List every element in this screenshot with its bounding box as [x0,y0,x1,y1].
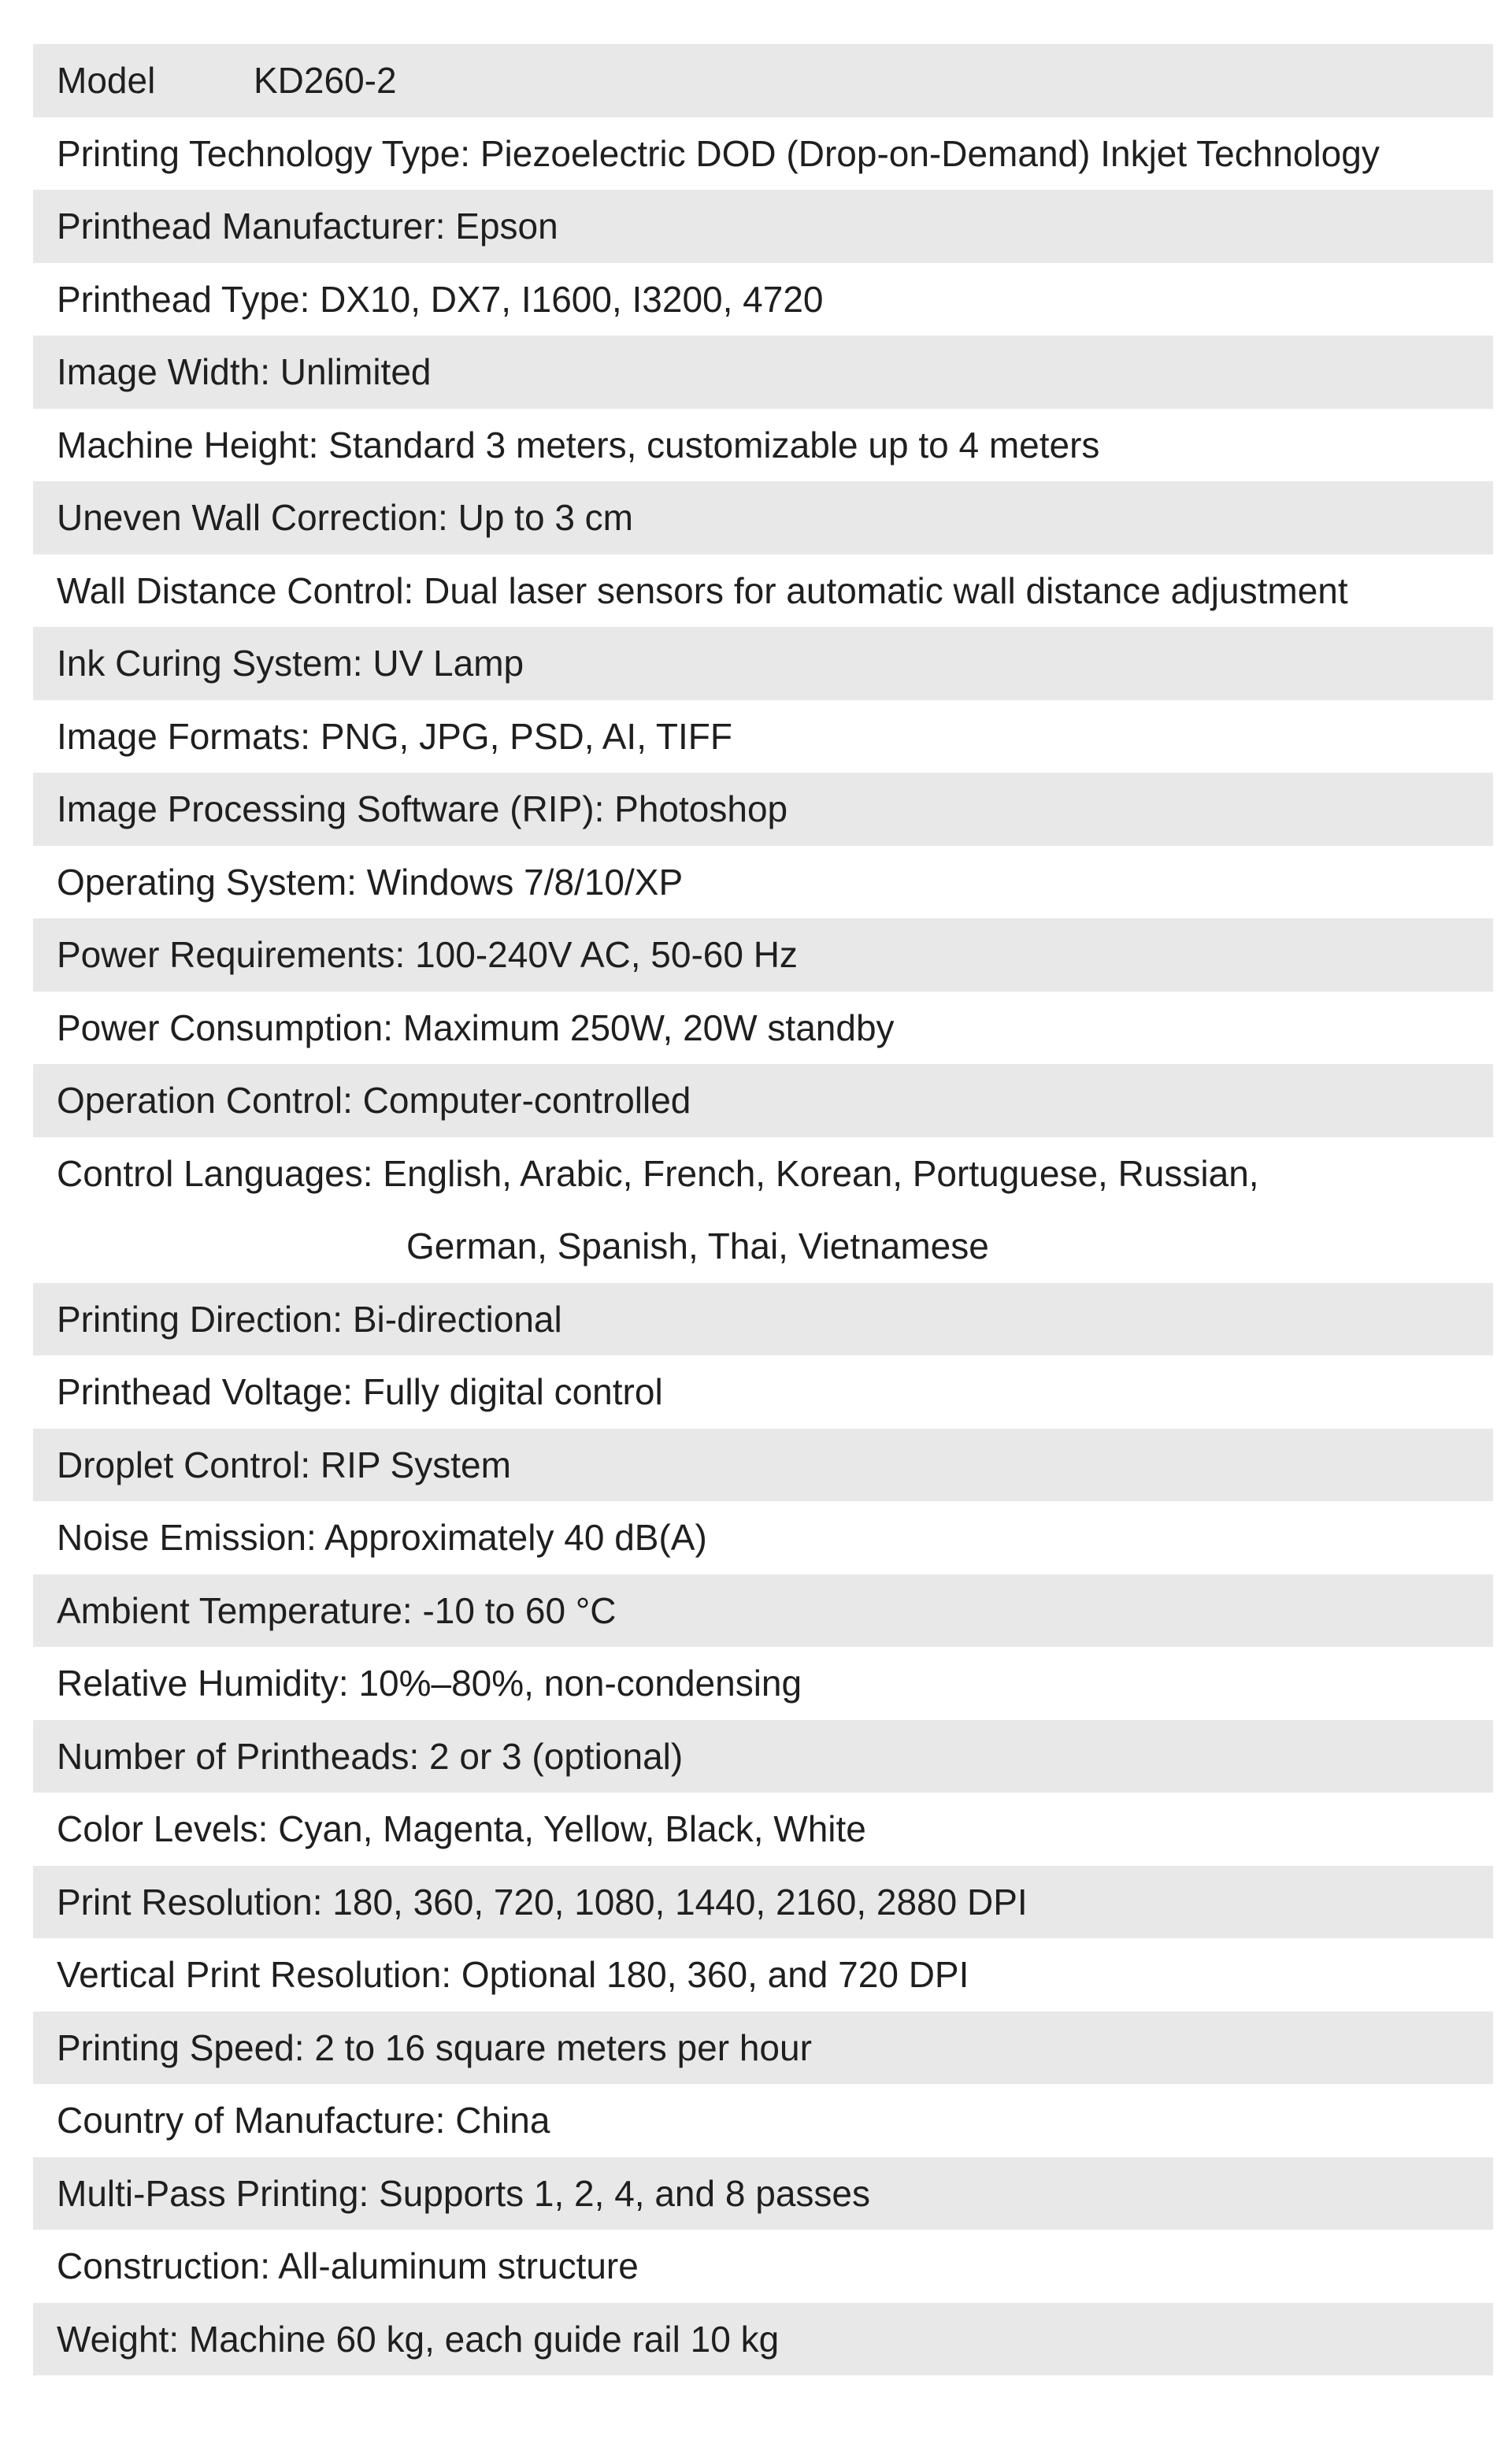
spec-row-operating-system: Operating System: Windows 7/8/10/XP [57,861,684,903]
spec-row-power-requirements: Power Requirements: 100-240V AC, 50-60 Hz [33,918,1493,992]
spec-row-control-languages: Control Languages: English, Arabic, French, Korean, Portuguese, Russian, [57,1152,1259,1194]
spec-row-ink-curing-system: Ink Curing System: UV Lamp [33,627,1493,700]
spec-row-printhead-voltage: Printhead Voltage: Fully digital control [57,1371,663,1412]
spec-row-uneven-wall-correction: Uneven Wall Correction: Up to 3 cm [33,481,1493,554]
spec-row-image-formats: Image Formats: PNG, JPG, PSD, AI, TIFF [57,715,733,757]
spec-row-printhead-type: Printhead Type: DX10, DX7, I1600, I3200, 4720 [57,278,824,320]
spec-row-vertical-print-resolution: Vertical Print Resolution: Optional 180, 360, and 720 DPI [57,1954,969,1995]
spec-row-model [33,44,1493,117]
spec-row-wall-distance-control: Wall Distance Control: Dual laser sensors for automatic wall distance adjustment [57,569,1348,611]
spec-row-construction: Construction: All-aluminum structure [57,2245,639,2286]
spec-row-printhead-manufacturer: Printhead Manufacturer: Epson [33,190,1493,263]
spec-row-country-of-manufacture: Country of Manufacture: China [57,2100,550,2141]
spec-row-ambient-temperature: Ambient Temperature: -10 to 60 °C [33,1574,1493,1648]
spec-table [33,44,1493,2375]
spec-row-power-consumption: Power Consumption: Maximum 250W, 20W standby [57,1007,895,1048]
spec-row-noise-emission: Noise Emission: Approximately 40 dB(A) [57,1517,707,1558]
spec-row-color-levels: Color Levels: Cyan, Magenta, Yellow, Black, White [57,1808,866,1849]
spec-row-droplet-control: Droplet Control: RIP System [33,1429,1493,1502]
spec-row-operation-control: Operation Control: Computer-controlled [33,1064,1493,1137]
spec-row-rip-software: Image Processing Software (RIP): Photoshop [33,773,1493,846]
spec-row-relative-humidity: Relative Humidity: 10%–80%, non-condensing [57,1663,802,1704]
spec-row-printing-technology: Printing Technology Type: Piezoelectric DOD (Drop-on-Demand) Inkjet Technology [57,132,1380,174]
spec-row-machine-height: Machine Height: Standard 3 meters, customizable up to 4 meters [57,424,1100,465]
spec-row-number-of-printheads: Number of Printheads: 2 or 3 (optional) [33,1720,1493,1793]
spec-row-control-languages-continued: German, Spanish, Thai, Vietnamese [406,1226,989,1266]
spec-row-image-width: Image Width: Unlimited [33,336,1493,409]
spec-row-weight: Weight: Machine 60 kg, each guide rail 10 kg [33,2303,1493,2376]
spec-row-printing-speed: Printing Speed: 2 to 16 square meters per hour [33,2012,1493,2085]
model-label: Model [57,60,156,101]
spec-row-printing-direction: Printing Direction: Bi-directional [33,1283,1493,1356]
model-value: KD260-2 [254,60,397,101]
spec-row-multi-pass-printing: Multi-Pass Printing: Supports 1, 2, 4, and 8 passes [33,2157,1493,2230]
spec-row-print-resolution: Print Resolution: 180, 360, 720, 1080, 1440, 2160, 2880 DPI [33,1866,1493,1939]
